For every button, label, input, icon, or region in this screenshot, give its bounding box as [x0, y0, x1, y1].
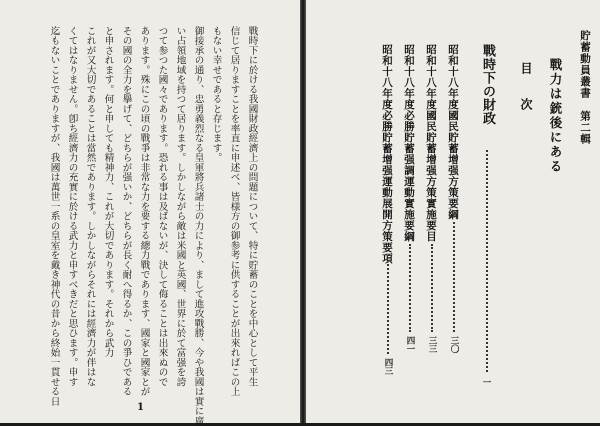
toc-entry-4-page: 四一 [405, 336, 415, 353]
toc-entry-3-page: 三三 [427, 336, 437, 353]
body-column-7: あります。殊にこの頃の戰爭は非常な力を要する總力戰であります、國家と國家とが [138, 26, 150, 397]
body-column-10: これが又大切であることは當然であります。しかしながらそれには經濟力が伴はな [84, 26, 96, 387]
body-column-12: 迄もないことでありますが、我國は萬世一系の皇室を戴き神代の昔から終始一貫せる日 [48, 26, 60, 407]
body-column-2: 信じて居りますことを率直に申述べ、皆様方の御参考に供することが出來ればこの上 [228, 26, 240, 397]
toc-entry-5-page: 四三 [383, 358, 393, 375]
toc-entry-1-leader [486, 150, 489, 372]
toc-heading: 目 次 [519, 62, 533, 110]
toc-entry-2-title: 昭和十八年度國民貯蓄增强方策要綱 [447, 44, 459, 220]
toc-entry-2-page: 三〇 [449, 336, 459, 353]
toc-entry-3-leader [431, 244, 434, 332]
toc-entry-4-title: 昭和十八年度必勝貯蓄强調運動實施要綱 [403, 44, 415, 242]
body-column-5: い占領地域を持つて居ります。しかしながら敵は米國と英國、世界に於て富强を誇 [174, 26, 186, 387]
body-column-6: つて参つた國々であります。恐れる事は及ばないが、決して侮ることは出來ぬので [156, 26, 168, 387]
chapter-title: 戰力は銃後にある [548, 58, 563, 174]
toc-entry-4-leader [409, 244, 412, 332]
body-column-9: と申されます。何と申しても精神力、これが大切であります。それから武力 [102, 26, 114, 358]
body-column-8: その國の全力を擧げて、どちらが强いか、どちらが長く耐へ得るか、この爭ひである [120, 26, 132, 397]
toc-entry-5-leader [387, 264, 390, 354]
body-column-1: 戰時下に於ける我國財政經濟上の問題について、特に貯蓄のことを中心として平生 [246, 26, 258, 387]
toc-entry-3-title: 昭和十八年度國民貯蓄增强方策實施要目 [425, 44, 437, 242]
body-column-11: くてはなりません。卽ち經濟力の充實に於ける武力と申すべきだと思ひます。申す [66, 26, 78, 387]
page-number: 1 [135, 402, 146, 413]
body-column-3: もない幸せであると存じます。 [210, 26, 222, 163]
toc-entry-2-leader [453, 222, 456, 332]
toc-entry-1-title: 戰時下の財政 [480, 44, 495, 125]
toc-entry-1-page: 一 [481, 378, 491, 387]
series-title: 貯蓄動員叢書 第二輯 [579, 30, 591, 145]
toc-entry-5-title: 昭和十八年度必勝貯蓄增强運動展開方策要項 [381, 44, 393, 264]
body-column-4: 御接承の通り、忠勇義烈なる皇軍將兵諸士の力により、まして進攻戰勝、今や我國は實に廣 [192, 26, 204, 426]
